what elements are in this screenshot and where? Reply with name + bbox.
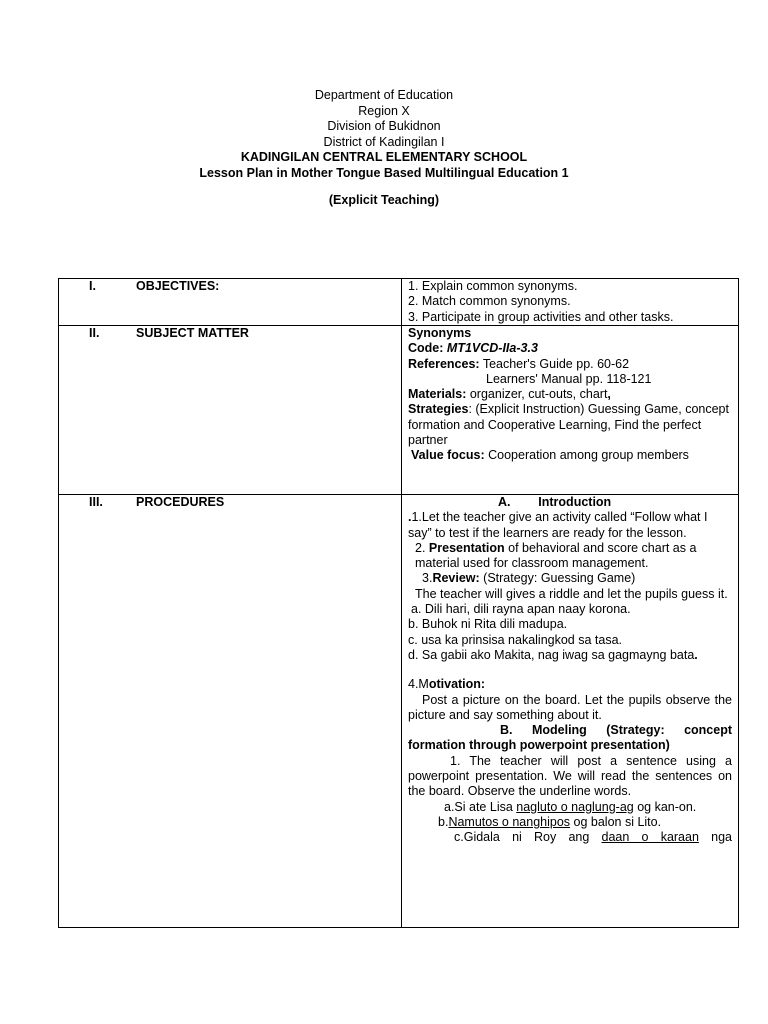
step-4-number: 4.M [408, 677, 429, 692]
strategies-value: : (Explicit Instruction) Guessing Game, concept formation and Cooperative Learning, Find the perfect partner [408, 402, 729, 448]
review-text: The teacher will gives a riddle and let the pupils guess it. [415, 586, 728, 601]
procedures-row [59, 495, 739, 928]
references-value: Teacher's Guide pp. 60-62 [482, 356, 630, 371]
region-line: Region X [358, 103, 410, 118]
objective-item: 1. Explain common synonyms. [408, 279, 578, 293]
sentence-b-underlined: Namutos o nanghipos [448, 814, 571, 829]
motivation-label: otivation: [428, 677, 486, 692]
lesson-plan-title: Lesson Plan in Mother Tongue Based Multilingual Education 1 [199, 165, 569, 180]
sentence-c-end: nga [698, 830, 732, 845]
riddle-period: . [694, 647, 698, 662]
step-3-number: 3. [422, 571, 433, 586]
topic: Synonyms [408, 326, 472, 340]
step-2-number: 2. [415, 540, 426, 555]
materials-value: organizer, cut-outs, chart [469, 387, 608, 402]
riddle-item: c. usa ka prinsisa nakalingkod sa tasa. [408, 632, 623, 647]
materials-label: Materials: [408, 387, 467, 402]
value-focus-label: Value focus: [411, 448, 485, 463]
code-label: Code: [408, 341, 444, 356]
procedures-label: PROCEDURES [136, 495, 225, 509]
objectives-row [59, 279, 739, 326]
materials-comma: , [607, 387, 611, 402]
bullet-dot: . [408, 510, 412, 525]
subject-matter-row [59, 326, 739, 495]
document-header [0, 88, 768, 209]
value-focus-value: Cooperation among group members [488, 448, 689, 463]
department-line: Department of Education [314, 88, 454, 102]
code-value: MT1VCD-IIa-3.3 [446, 341, 538, 356]
presentation-label: Presentation [428, 540, 505, 555]
modeling-step-1: 1. The teacher will post a sentence using a powerpoint presentation. We will read the sentences on the board. Observe the underline words. [408, 753, 732, 799]
riddle-item: a. Dili hari, dili rayna apan naay korona. [411, 602, 631, 617]
lesson-plan-table [58, 278, 739, 928]
sentence-a-end: og kan-on. [633, 799, 697, 814]
sentence-b-end: og balon si Lito. [570, 814, 662, 829]
strategies-label: Strategies [408, 402, 469, 417]
lesson-subtitle: (Explicit Teaching) [328, 193, 440, 207]
procedures-number: III. [89, 495, 103, 509]
riddle-item: b. Buhok ni Rita dili madupa. [408, 617, 568, 632]
review-strategy: (Strategy: Guessing Game) [483, 571, 636, 586]
school-name: KADINGILAN CENTRAL ELEMENTARY SCHOOL [240, 150, 528, 164]
subject-matter-label: SUBJECT MATTER [136, 326, 249, 340]
objectives-number: I. [89, 279, 96, 293]
objective-item: 2. Match common synonyms. [408, 294, 571, 309]
riddle-item: d. Sa gabii ako Makita, nag iwag sa gagmayng bata [408, 647, 695, 662]
sentence-b-start: b. [438, 814, 449, 829]
section-b-heading: B. Modeling (Strategy: concept formation through powerpoint presentation) [408, 723, 732, 753]
sentence-a-underlined: nagluto o naglung-ag [516, 799, 634, 814]
presentation-text: of behavioral and score chart as a material used for classroom management. [415, 540, 697, 571]
division-line: Division of Bukidnon [327, 119, 441, 133]
motivation-text: Post a picture on the board. Let the pupils observe the picture and say something about it. [408, 692, 732, 722]
subject-matter-number: II. [89, 326, 100, 340]
references-label: References: [408, 356, 480, 371]
step-1-text: 1.Let the teacher give an activity called “Follow what I say” to test if the learners are ready for the lesson. [408, 510, 708, 540]
section-a-heading: A. Introduction [498, 495, 612, 509]
district-line: District of Kadingilan I [323, 134, 445, 149]
sentence-c-underlined: daan o karaan [601, 830, 699, 845]
objectives-label: OBJECTIVES: [136, 279, 220, 293]
references-value: Learners' Manual pp. 118-121 [486, 371, 652, 386]
sentence-c-start: c.Gidala ni Roy ang [454, 830, 602, 845]
objective-item: 3. Participate in group activities and other tasks. [408, 309, 674, 324]
sentence-a-start: a.Si ate Lisa [444, 799, 517, 814]
review-label: Review: [432, 571, 480, 586]
